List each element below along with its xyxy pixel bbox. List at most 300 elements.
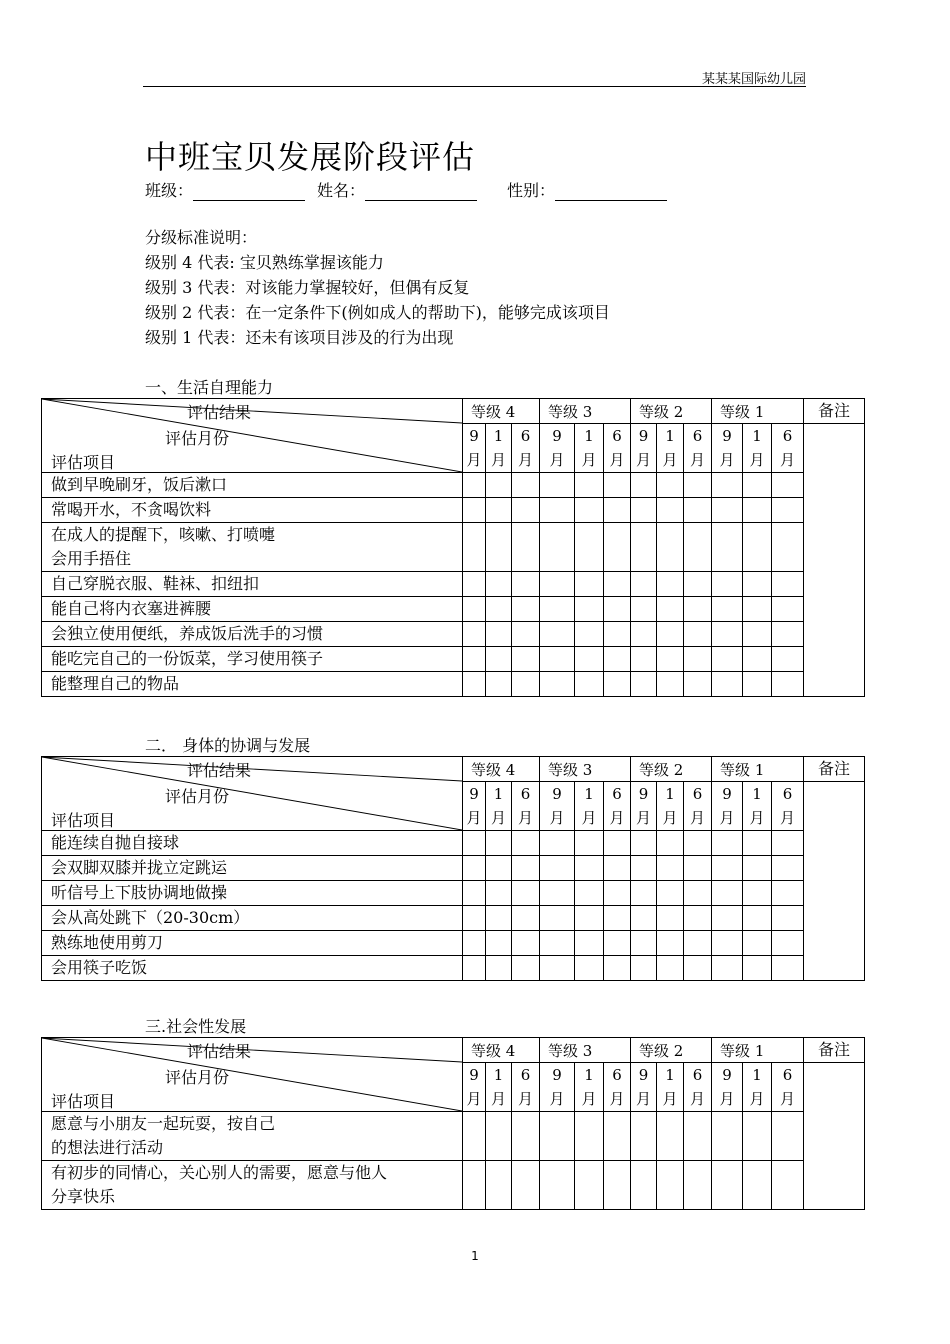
month-unit: 月 (549, 451, 565, 469)
rating-cell[interactable] (512, 672, 540, 697)
rating-cell[interactable] (604, 498, 631, 523)
rating-cell[interactable] (604, 931, 631, 956)
rating-cell[interactable] (463, 956, 486, 981)
rating-cell[interactable] (575, 956, 604, 981)
rating-cell[interactable] (684, 831, 712, 856)
rating-cell[interactable] (540, 622, 575, 647)
month-header (575, 424, 604, 473)
rating-cell[interactable] (657, 1112, 684, 1161)
rating-cell[interactable] (512, 1112, 540, 1161)
rating-cell[interactable] (684, 881, 712, 906)
rating-cell[interactable] (712, 1112, 743, 1161)
rating-cell[interactable] (486, 572, 512, 597)
rating-cell[interactable] (657, 622, 684, 647)
rating-cell[interactable] (743, 881, 772, 906)
month-number: 1 (665, 1066, 675, 1084)
rating-cell[interactable] (604, 906, 631, 931)
header-month-label: 评估月份 (165, 1068, 230, 1087)
rating-cell[interactable] (486, 831, 512, 856)
rating-cell[interactable] (540, 647, 575, 672)
assessment-item (42, 473, 463, 498)
month-header (575, 1063, 604, 1112)
rating-cell[interactable] (712, 523, 743, 572)
rating-cell[interactable] (486, 1161, 512, 1210)
rating-cell[interactable] (657, 572, 684, 597)
rating-cell[interactable] (575, 856, 604, 881)
rating-cell[interactable] (743, 622, 772, 647)
rating-cell[interactable] (486, 647, 512, 672)
rating-cell[interactable] (772, 856, 804, 881)
rating-cell[interactable] (712, 473, 743, 498)
rating-cell[interactable] (486, 906, 512, 931)
class-blank[interactable] (193, 182, 305, 201)
rating-cell[interactable] (772, 622, 804, 647)
rating-cell[interactable] (712, 881, 743, 906)
rating-cell[interactable] (604, 622, 631, 647)
rating-cell[interactable] (604, 881, 631, 906)
rating-cell[interactable] (743, 597, 772, 622)
assessment-table (41, 1037, 865, 1210)
rating-cell[interactable] (743, 906, 772, 931)
rating-cell[interactable] (657, 473, 684, 498)
table-row (42, 622, 865, 647)
rating-cell[interactable] (772, 831, 804, 856)
month-header (657, 782, 684, 831)
rating-cell[interactable] (657, 881, 684, 906)
rating-cell[interactable] (486, 498, 512, 523)
rating-cell[interactable] (657, 647, 684, 672)
page-header (143, 66, 806, 87)
rating-cell[interactable] (684, 906, 712, 931)
rating-cell[interactable] (463, 647, 486, 672)
rating-cell[interactable] (540, 931, 575, 956)
rating-cell[interactable] (463, 572, 486, 597)
assessment-item (42, 956, 463, 981)
rating-cell[interactable] (575, 672, 604, 697)
rating-cell[interactable] (463, 856, 486, 881)
rating-cell[interactable] (604, 1161, 631, 1210)
header-item-label: 评估项目 (51, 811, 116, 830)
rating-cell[interactable] (712, 572, 743, 597)
rating-cell[interactable] (772, 956, 804, 981)
rating-cell[interactable] (540, 856, 575, 881)
rating-cell[interactable] (631, 1112, 657, 1161)
rating-cell[interactable] (512, 572, 540, 597)
rating-cell[interactable] (486, 856, 512, 881)
rating-cell[interactable] (463, 1112, 486, 1161)
rating-cell[interactable] (772, 1112, 804, 1161)
month-header (575, 782, 604, 831)
rating-cell[interactable] (512, 1161, 540, 1210)
standard-line: 级别 1 代表：还未有该项目涉及的行为出现 (145, 328, 454, 347)
rating-cell[interactable] (684, 672, 712, 697)
remarks-column (804, 399, 865, 697)
rating-cell[interactable] (631, 473, 657, 498)
rating-cell[interactable] (575, 931, 604, 956)
rating-cell[interactable] (743, 1112, 772, 1161)
month-header (657, 424, 684, 473)
rating-cell[interactable] (657, 856, 684, 881)
month-number: 9 (722, 1066, 732, 1084)
month-header (463, 1063, 486, 1112)
header-row (42, 399, 865, 424)
rating-cell[interactable] (743, 498, 772, 523)
rating-cell[interactable] (575, 597, 604, 622)
rating-cell[interactable] (575, 906, 604, 931)
header-result-label: 评估结果 (187, 1042, 252, 1061)
rating-cell[interactable] (712, 831, 743, 856)
name-field[interactable] (317, 178, 489, 201)
rating-cell[interactable] (684, 956, 712, 981)
rating-cell[interactable] (631, 1161, 657, 1210)
rating-cell[interactable] (512, 647, 540, 672)
rating-cell[interactable] (657, 1161, 684, 1210)
item-text: 常喝开水，不贪喝饮料 (51, 500, 212, 519)
rating-cell[interactable] (684, 473, 712, 498)
rating-cell[interactable] (486, 1112, 512, 1161)
rating-cell[interactable] (512, 906, 540, 931)
item-text: 做到早晚刷牙，饭后漱口 (51, 475, 228, 494)
rating-cell[interactable] (684, 647, 712, 672)
rating-cell[interactable] (712, 956, 743, 981)
month-number: 9 (638, 1066, 649, 1084)
rating-cell[interactable] (743, 856, 772, 881)
rating-cell[interactable] (486, 672, 512, 697)
rating-cell[interactable] (540, 473, 575, 498)
rating-cell[interactable] (743, 672, 772, 697)
rating-cell[interactable] (575, 622, 604, 647)
month-number: 9 (469, 785, 479, 803)
rating-cell[interactable] (463, 881, 486, 906)
rating-cell[interactable] (772, 597, 804, 622)
month-unit: 月 (636, 809, 652, 827)
rating-cell[interactable] (463, 473, 486, 498)
class-label: 班级： (145, 181, 194, 200)
header-item-label: 评估项目 (51, 453, 116, 472)
rating-cell[interactable] (631, 881, 657, 906)
rating-cell[interactable] (604, 597, 631, 622)
month-unit: 月 (749, 451, 765, 469)
rating-cell[interactable] (463, 831, 486, 856)
rating-cell[interactable] (712, 672, 743, 697)
rating-cell[interactable] (575, 523, 604, 572)
month-header (540, 782, 575, 831)
rating-cell[interactable] (743, 647, 772, 672)
rating-cell[interactable] (772, 523, 804, 572)
rating-cell[interactable] (604, 572, 631, 597)
rating-cell[interactable] (684, 1112, 712, 1161)
rating-cell[interactable] (540, 956, 575, 981)
rating-cell[interactable] (631, 831, 657, 856)
rating-cell[interactable] (657, 831, 684, 856)
rating-cell[interactable] (743, 831, 772, 856)
month-unit: 月 (466, 451, 482, 469)
standard-line: 级别 4 代表: 宝贝熟练掌握该能力 (145, 253, 384, 272)
month-header (743, 424, 772, 473)
rating-cell[interactable] (575, 572, 604, 597)
rating-cell[interactable] (540, 523, 575, 572)
rating-cell[interactable] (512, 597, 540, 622)
month-header (684, 1063, 712, 1112)
month-unit: 月 (609, 1090, 625, 1108)
page-number: 1 (471, 1249, 479, 1263)
rating-cell[interactable] (772, 572, 804, 597)
rating-cell[interactable] (743, 956, 772, 981)
rating-cell[interactable] (575, 498, 604, 523)
month-number: 1 (665, 785, 675, 803)
table-row (42, 856, 865, 881)
rating-cell[interactable] (631, 672, 657, 697)
month-unit: 月 (690, 451, 706, 469)
month-unit: 月 (690, 1090, 706, 1108)
month-number: 1 (584, 427, 594, 445)
rating-cell[interactable] (657, 523, 684, 572)
rating-cell[interactable] (772, 881, 804, 906)
rating-cell[interactable] (540, 1112, 575, 1161)
table-row (42, 906, 865, 931)
table-row (42, 881, 865, 906)
diagonal-header-cell (42, 757, 463, 831)
rating-cell[interactable] (486, 597, 512, 622)
rating-cell[interactable] (575, 831, 604, 856)
item-text: 会用筷子吃饭 (51, 958, 148, 977)
rating-cell[interactable] (486, 473, 512, 498)
rating-cell[interactable] (631, 572, 657, 597)
item-text: 能自己将内衣塞进裤腰 (51, 599, 212, 618)
rating-cell[interactable] (743, 572, 772, 597)
rating-cell[interactable] (575, 647, 604, 672)
month-header (772, 1063, 804, 1112)
level-header: 等级 1 (712, 1038, 804, 1063)
table-row (42, 672, 865, 697)
page-title: 中班宝贝发展阶段评估 (145, 138, 476, 176)
rating-cell[interactable] (631, 523, 657, 572)
header-month-label: 评估月份 (165, 429, 230, 448)
rating-cell[interactable] (463, 906, 486, 931)
month-number: 9 (469, 1066, 479, 1084)
rating-cell[interactable] (463, 931, 486, 956)
month-unit: 月 (662, 1090, 678, 1108)
month-header (743, 1063, 772, 1112)
table-row (42, 498, 865, 523)
rating-cell[interactable] (604, 856, 631, 881)
rating-cell[interactable] (684, 622, 712, 647)
rating-cell[interactable] (684, 597, 712, 622)
rating-cell[interactable] (604, 647, 631, 672)
level-header: 等级 2 (631, 757, 712, 782)
rating-cell[interactable] (772, 473, 804, 498)
rating-cell[interactable] (604, 1112, 631, 1161)
month-header (631, 1063, 657, 1112)
table-row (42, 956, 865, 981)
month-unit: 月 (609, 451, 625, 469)
assessment-item (42, 597, 463, 622)
rating-cell[interactable] (463, 597, 486, 622)
rating-cell[interactable] (540, 597, 575, 622)
rating-cell[interactable] (712, 906, 743, 931)
rating-cell[interactable] (631, 498, 657, 523)
rating-cell[interactable] (512, 622, 540, 647)
rating-cell[interactable] (657, 906, 684, 931)
table-row (42, 572, 865, 597)
month-unit: 月 (662, 809, 678, 827)
rating-cell[interactable] (712, 498, 743, 523)
rating-cell[interactable] (604, 523, 631, 572)
month-header (712, 1063, 743, 1112)
month-header (631, 782, 657, 831)
level-header: 等级 1 (712, 399, 804, 424)
level-header: 等级 3 (540, 757, 631, 782)
rating-cell[interactable] (712, 647, 743, 672)
item-text: 分享快乐 (51, 1187, 116, 1206)
rating-cell[interactable] (575, 473, 604, 498)
assessment-item (42, 498, 463, 523)
rating-cell[interactable] (540, 572, 575, 597)
rating-cell[interactable] (512, 856, 540, 881)
month-header (604, 1063, 631, 1112)
rating-cell[interactable] (743, 473, 772, 498)
month-number: 6 (782, 785, 793, 803)
gender-field[interactable] (507, 178, 679, 201)
item-text: 会独立使用便纸，养成饭后洗手的习惯 (51, 624, 324, 643)
rating-cell[interactable] (772, 672, 804, 697)
rating-cell[interactable] (575, 1112, 604, 1161)
rating-cell[interactable] (631, 956, 657, 981)
rating-cell[interactable] (684, 856, 712, 881)
month-unit: 月 (581, 1090, 597, 1108)
diagonal-header-cell (42, 1038, 463, 1112)
rating-cell[interactable] (684, 523, 712, 572)
rating-cell[interactable] (604, 473, 631, 498)
rating-cell[interactable] (512, 931, 540, 956)
rating-cell[interactable] (631, 906, 657, 931)
rating-cell[interactable] (743, 1161, 772, 1210)
rating-cell[interactable] (486, 881, 512, 906)
rating-cell[interactable] (463, 498, 486, 523)
month-number: 9 (469, 427, 479, 445)
rating-cell[interactable] (772, 931, 804, 956)
rating-cell[interactable] (684, 498, 712, 523)
rating-cell[interactable] (575, 881, 604, 906)
rating-cell[interactable] (772, 498, 804, 523)
rating-cell[interactable] (772, 1161, 804, 1210)
rating-cell[interactable] (604, 672, 631, 697)
header-result-label: 评估结果 (187, 761, 252, 780)
month-header (684, 782, 712, 831)
rating-cell[interactable] (772, 906, 804, 931)
month-unit: 月 (690, 809, 706, 827)
remarks-header: 备注 (804, 399, 864, 424)
header-row (42, 757, 865, 782)
rating-cell[interactable] (540, 498, 575, 523)
item-text: 会双脚双膝并拢立定跳运 (51, 858, 228, 877)
rating-cell[interactable] (631, 856, 657, 881)
month-number: 9 (552, 427, 562, 445)
rating-cell[interactable] (486, 956, 512, 981)
level-header: 等级 4 (463, 757, 540, 782)
rating-cell[interactable] (712, 856, 743, 881)
rating-cell[interactable] (512, 498, 540, 523)
month-number: 9 (722, 427, 732, 445)
rating-cell[interactable] (512, 881, 540, 906)
rating-cell[interactable] (657, 672, 684, 697)
rating-cell[interactable] (657, 956, 684, 981)
rating-cell[interactable] (604, 831, 631, 856)
rating-cell[interactable] (631, 931, 657, 956)
month-unit: 月 (518, 451, 534, 469)
rating-cell[interactable] (512, 956, 540, 981)
rating-cell[interactable] (463, 672, 486, 697)
rating-cell[interactable] (657, 931, 684, 956)
item-text: 愿意与小朋友一起玩耍，按自己 (51, 1114, 276, 1133)
rating-cell[interactable] (486, 523, 512, 572)
rating-cell[interactable] (712, 931, 743, 956)
month-number: 1 (752, 427, 762, 445)
rating-cell[interactable] (486, 931, 512, 956)
gender-blank[interactable] (555, 182, 667, 201)
name-blank[interactable] (365, 182, 477, 201)
rating-cell[interactable] (540, 906, 575, 931)
class-field[interactable] (145, 178, 317, 201)
rating-cell[interactable] (657, 498, 684, 523)
item-text: 在成人的提醒下，咳嗽、打喷嚏 (51, 525, 276, 544)
assessment-table (41, 398, 865, 697)
month-unit: 月 (466, 809, 482, 827)
month-header (772, 424, 804, 473)
rating-cell[interactable] (540, 831, 575, 856)
item-text: 能连续自抛自接球 (51, 833, 180, 852)
rating-cell[interactable] (772, 647, 804, 672)
month-header (712, 424, 743, 473)
assessment-item (42, 622, 463, 647)
rating-cell[interactable] (657, 597, 684, 622)
rating-cell[interactable] (512, 523, 540, 572)
month-header (743, 782, 772, 831)
rating-cell[interactable] (631, 597, 657, 622)
month-unit: 月 (636, 451, 652, 469)
rating-cell[interactable] (512, 831, 540, 856)
rating-cell[interactable] (684, 1161, 712, 1210)
month-number: 1 (665, 427, 675, 445)
rating-cell[interactable] (575, 1161, 604, 1210)
rating-cell[interactable] (540, 1161, 575, 1210)
rating-cell[interactable] (463, 622, 486, 647)
rating-cell[interactable] (743, 931, 772, 956)
rating-cell[interactable] (486, 622, 512, 647)
rating-cell[interactable] (631, 647, 657, 672)
rating-cell[interactable] (743, 523, 772, 572)
rating-cell[interactable] (712, 622, 743, 647)
rating-cell[interactable] (684, 931, 712, 956)
gender-label: 性别： (507, 181, 556, 200)
month-header (540, 1063, 575, 1112)
rating-cell[interactable] (463, 523, 486, 572)
rating-cell[interactable] (540, 881, 575, 906)
rating-cell[interactable] (684, 572, 712, 597)
rating-cell[interactable] (712, 597, 743, 622)
month-number: 9 (552, 1066, 562, 1084)
rating-cell[interactable] (540, 672, 575, 697)
rating-cell[interactable] (712, 1161, 743, 1210)
table-row (42, 831, 865, 856)
rating-cell[interactable] (512, 473, 540, 498)
month-number: 9 (638, 427, 649, 445)
rating-cell[interactable] (604, 956, 631, 981)
rating-cell[interactable] (463, 1161, 486, 1210)
item-text: 听信号上下肢协调地做操 (51, 883, 228, 902)
rating-cell[interactable] (631, 622, 657, 647)
level-header: 等级 2 (631, 399, 712, 424)
